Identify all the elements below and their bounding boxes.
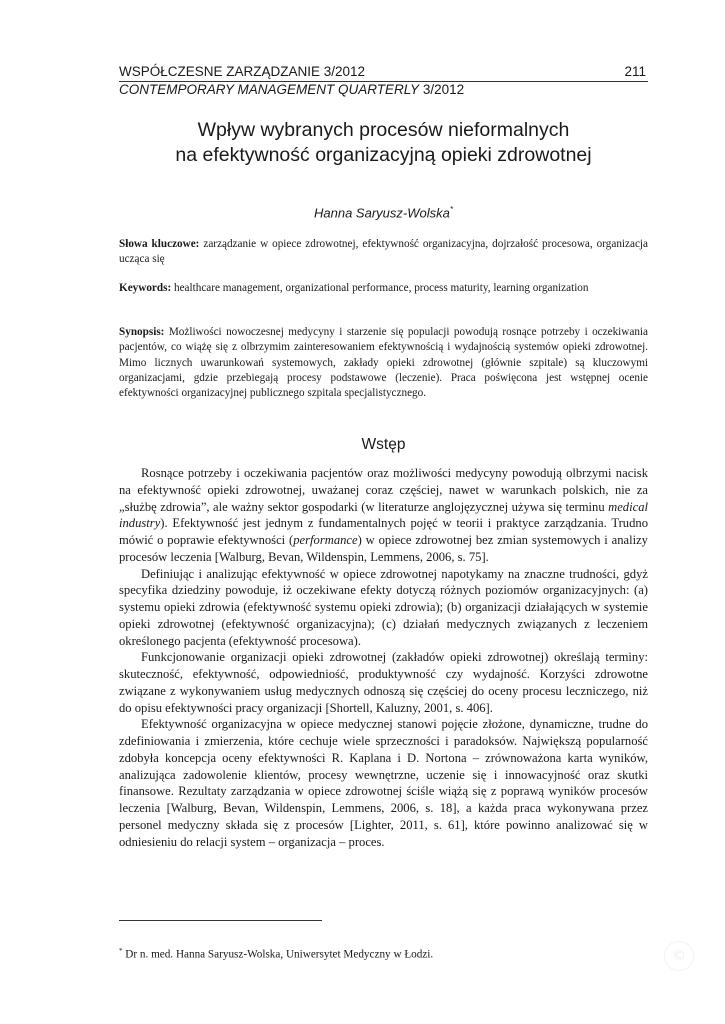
- running-header-en: [119, 81, 648, 98]
- paragraph-1-part-b: ). Efektywność jest jednym z fundamentalnych pojęć w teorii i praktyce zarządzania. Trudno mówić o poprawie efektywności (: [119, 516, 648, 547]
- keywords-en: [119, 281, 648, 296]
- synopsis-label: Synopsis:: [119, 326, 165, 338]
- article-title-line-1: Wpływ wybranych procesów nieformalnych: [197, 119, 570, 141]
- body-text: [119, 465, 648, 850]
- footnote: [119, 944, 648, 963]
- keywords-pl: [119, 237, 648, 268]
- author-name: Hanna Saryusz-Wolska: [314, 205, 450, 221]
- keywords-pl-label: Słowa kluczowe:: [119, 238, 200, 250]
- journal-issue-en: 3/2012: [419, 82, 465, 97]
- synopsis: [119, 325, 648, 401]
- author-footnote-marker: *: [449, 205, 453, 214]
- keywords-pl-text: zarządzanie w opiece zdrowotnej, efektywność organizacyjna, dojrzałość procesowa, organizacja ucząca się: [119, 238, 648, 266]
- paragraph-3: Funkcjonowanie organizacji opieki zdrowotnej (zakładów opieki zdrowotnej) określają terminy: skuteczność, efektywność, odpowiedniość, produktywność czy wydajność. Korzyści zdrowotne związane z wykonywaniem usług medycznych odnoszą się częściej do oceny procesu leczniczego, niż do opisu efektywności pracy organizacji [Shortell, Kaluzny, 2001, s. 406].: [119, 650, 648, 715]
- term-performance: performance: [293, 533, 358, 547]
- author-line: [119, 201, 648, 221]
- paragraph-2: Definiując i analizując efektywność w opiece zdrowotnej napotykamy na znaczne trudności, gdyż specyfika dziedziny powoduje, iż oczekiwane efekty dotyczą różnych poziomów organizacyjnych: (a) systemu opieki zdrowia (efektywność systemu opieki zdrowia); (b) organizacji działających w systemie opieki zdrowotnej (efektywność organizacyjna); (c) działań medycznych związanych z leczeniem określonego pacjenta (efektywność procesowa).: [119, 566, 648, 648]
- footnote-rule: [119, 920, 322, 921]
- paragraph-1-part-a: Rosnące potrzeby i oczekiwania pacjentów oraz możliwości medycyny powodują olbrzymi nacisk na efektywność opieki zdrowotnej, uważanej coraz częściej, nawet w warunkach polskich, nie za „służbę zdrowia”, ale ważny sektor gospodarki (w literaturze anglojęzycznej używa się terminu: [119, 466, 648, 514]
- article-title: [119, 118, 648, 168]
- journal-title-pl: WSPÓŁCZESNE ZARZĄDZANIE 3/2012: [119, 64, 366, 79]
- page-number: 211: [624, 64, 646, 79]
- synopsis-text: Możliwości nowoczesnej medycyny i starzenie się populacji powodują rosnące potrzeby i oczekiwania pacjentów, co wiążę się z olbrzymim zainteresowaniem efektywnością i wydajnością systemów opieki zdrowotnej. Mimo licznych uwarunkowań systemowych, zakłady opieki zdrowotnej (głównie szpitale) są kluczowymi organizacjami, gdzie przebiegają procesy podstawowe (leczenie). Praca poświęcona jest wstępnej ocenie efektywności organizacyjnej publicznego szpitala specjalistycznego.: [119, 326, 648, 400]
- keywords-en-text: healthcare management, organizational performance, process maturity, learning organization: [171, 282, 589, 294]
- section-heading: Wstęp: [361, 436, 406, 453]
- keywords-en-label: Keywords:: [119, 282, 172, 294]
- running-header: [119, 63, 648, 80]
- term-medical-industry: medical industry: [119, 499, 648, 531]
- paragraph-4: Efektywność organizacyjna w opiece medycznej stanowi pojęcie złożone, dynamiczne, trudne do zdefiniowania i zmierzenia, które cechuje wiele sprzeczności i paradoksów. Największą popularność zdobyła koncepcja oceny efektywności R. Kaplana i D. Nortona – zrównoważona karta wyników, analizująca zadowolenie klientów, procesy wewnętrzne, uczenie się i innowacyjność oraz skutki finansowe. Rezultaty zarządzania w opiece zdrowotnej ściśle wiążą się z poprawą wyników procesów leczenia [Walburg, Bevan, Wildenspin, Lemmens, 2006, s. 18], a każda praca wykonywana przez personel medyczny składa się z procesów [Lighter, 2011, s. 61], które powinno analizować się w odniesieniu do relacji system – organizacja – proces.: [119, 717, 648, 849]
- article-title-line-2: na efektywność organizacyjną opieki zdrowotnej: [175, 144, 592, 166]
- circular-watermark-icon: ©: [664, 941, 694, 971]
- paragraph-1-part-c: ) w opiece zdrowotnej bez zmian systemowych i analizy procesów leczenia [Walburg, Bevan, Wildenspin, Lemmens, 2006, s. 75].: [119, 533, 648, 564]
- footnote-text: Dr n. med. Hanna Saryusz-Wolska, Uniwersytet Medyczny w Łodzi.: [122, 948, 434, 961]
- journal-title-en: CONTEMPORARY MANAGEMENT QUARTERLY: [119, 82, 420, 97]
- footnote-marker: *: [119, 947, 123, 955]
- paragraph-1: [119, 465, 648, 566]
